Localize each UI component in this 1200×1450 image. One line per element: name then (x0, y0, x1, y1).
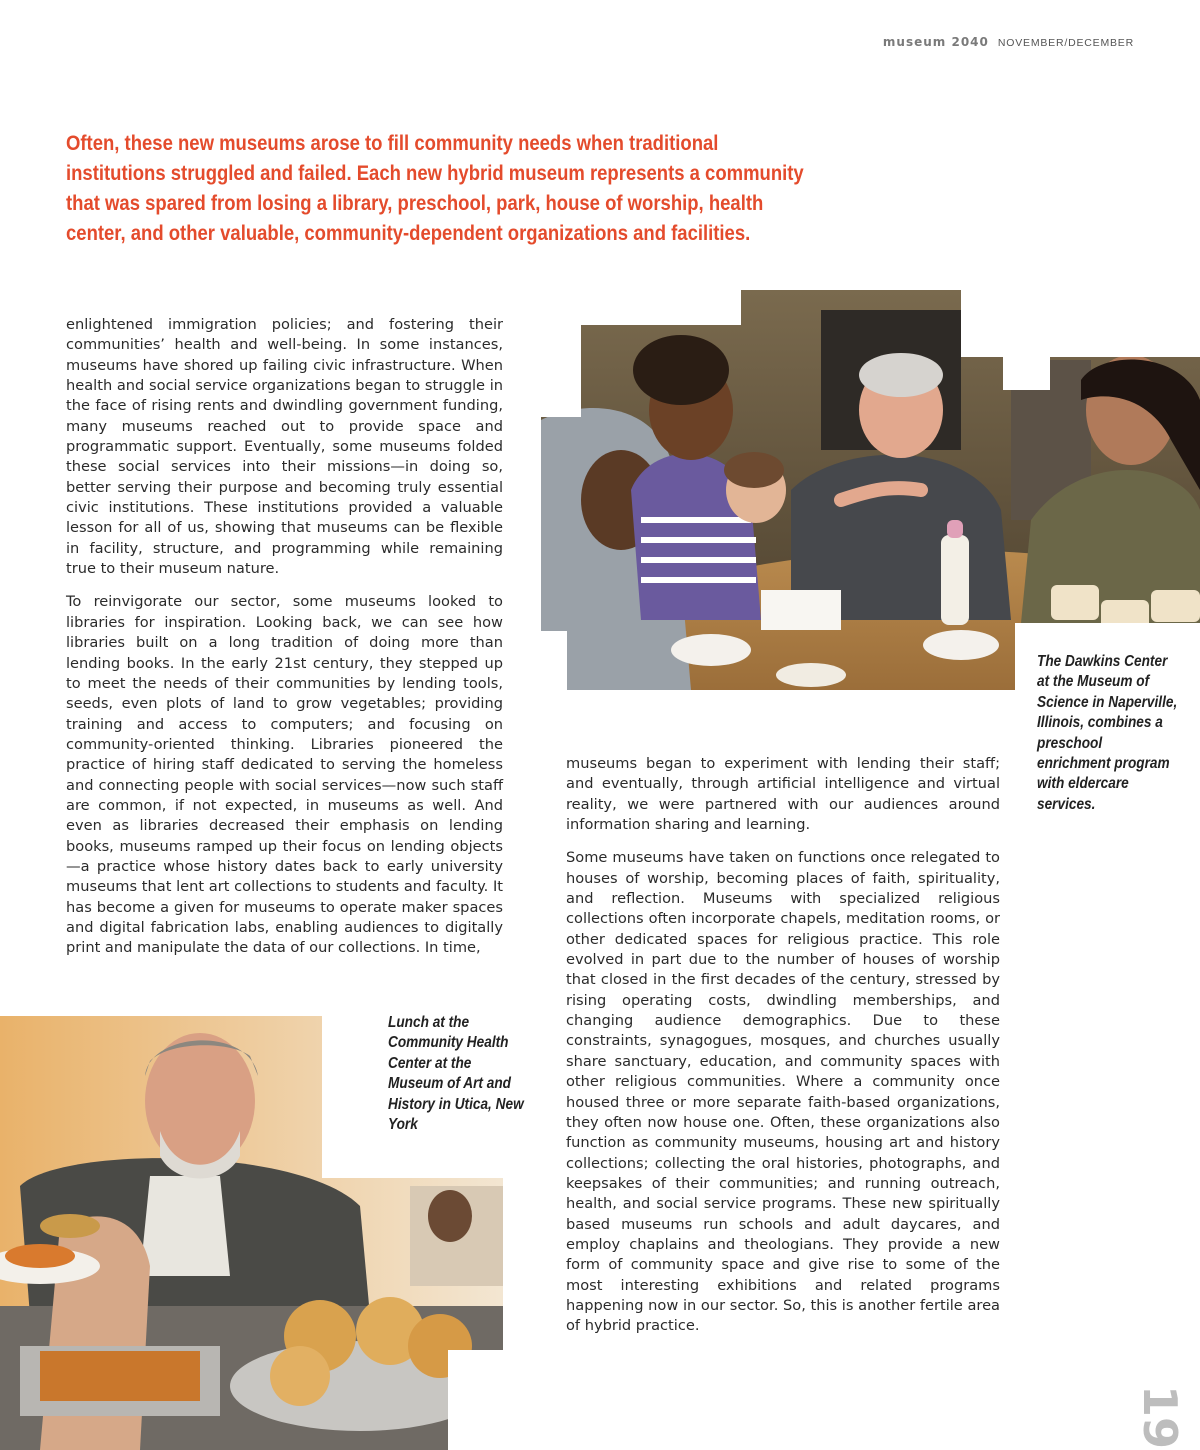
body-paragraph: enlightened immigration policies; and fostering their communities’ health and well-being. In some instances, museums have shored up failing civic infrastructure. When health and social service organizations began to struggle in the face of rising rents and dwindling government funding, many museums reached out to provide space and programmatic support. Eventually, some museums folded these social services into their missions—in doing so, better serving their purpose and becoming truly essential civic institutions. These institutions provided a valuable lesson for all of us, showing that museums can be flexible in facility, structure, and programming while remaining true to their museum nature. (66, 316, 503, 578)
photo-caption-lunch: Lunch at the Community Health Center at the Museum of Art and History in Utica, New York (388, 1014, 524, 1134)
body-paragraph: museums began to experiment with lending their staff; and eventually, through artificial intelligence and virtual reality, we were partnered with our audiences around information sharing and learning. (566, 755, 1000, 834)
body-column-right (566, 754, 1000, 1350)
body-column-left (66, 315, 503, 972)
photo-dawkins-center (541, 290, 1200, 690)
magazine-brand: museum 2040 (882, 35, 989, 49)
body-paragraph: To reinvigorate our sector, some museums looked to libraries for inspiration. Looking back, we can see how libraries built on a long tradition of doing more than lending books. In the early 21st century, they stepped up to meet the needs of their communities by lending tools, seeds, even plots of land to grow vegetables; providing training and access to computers; and focusing on community-oriented thinking. Libraries pioneered the practice of hiring staff dedicated to serving the homeless and connecting people with social services—now such staff are common, if not expected, in museums as well. And even as libraries decreased their emphasis on lending books, museums ramped up their focus on lending objects—a practice whose history dates back to early university museums that lent art collections to students and faculty. It has become a given for museums to operate maker spaces and digital fabrication labs, enabling audiences to digitally print and manipulate the data of our collections. In time, (66, 593, 503, 957)
photo-dawkins-illustration (541, 290, 1200, 690)
body-paragraph: Some museums have taken on functions once relegated to houses of worship, becoming places of faith, spirituality, and reflection. Museums with specialized religious collections often incorporate chapels, meditation rooms, or other dedicated spaces for religious practice. This role evolved in part due to the number of houses of worship that closed in the first decades of the century, stressed by rising operating costs, dwindling memberships, and changing audience demographics. Due to these constraints, synagogues, mosques, and churches usually share sanctuary, education, and community spaces with other religious communities. Where a community once housed three or more separate faith-based organizations, they often now house one. Often, these organizations also function as community museums, housing art and history collections; collecting the oral histories, photographs, and keepsakes of their communities; and running outreach, health, and social service programs. These new spiritually based museums run schools and adult daycares, and employ chaplains and theologians. They provide a new form of community space and give rise to some of the most interesting exhibitions and related programs happening now in our sector. So, this is another fertile area of hybrid practice. (566, 849, 1000, 1335)
issue-label: NOVEMBER/DECEMBER (997, 37, 1134, 49)
pull-quote: Often, these new museums arose to fill community needs when traditional institutions struggled and failed. Each new hybrid museum represents a community that was spared from losing a library, preschool, park, house of worship, health center, and other valuable, community-dependent organizations and facilities. (66, 131, 804, 245)
photo-caption-dawkins: The Dawkins Center at the Museum of Science in Naperville, Illinois, combines a preschool enrichment program with eldercare services. (1037, 653, 1178, 813)
page-number: 19 (1132, 1384, 1187, 1450)
running-header (883, 35, 1134, 49)
